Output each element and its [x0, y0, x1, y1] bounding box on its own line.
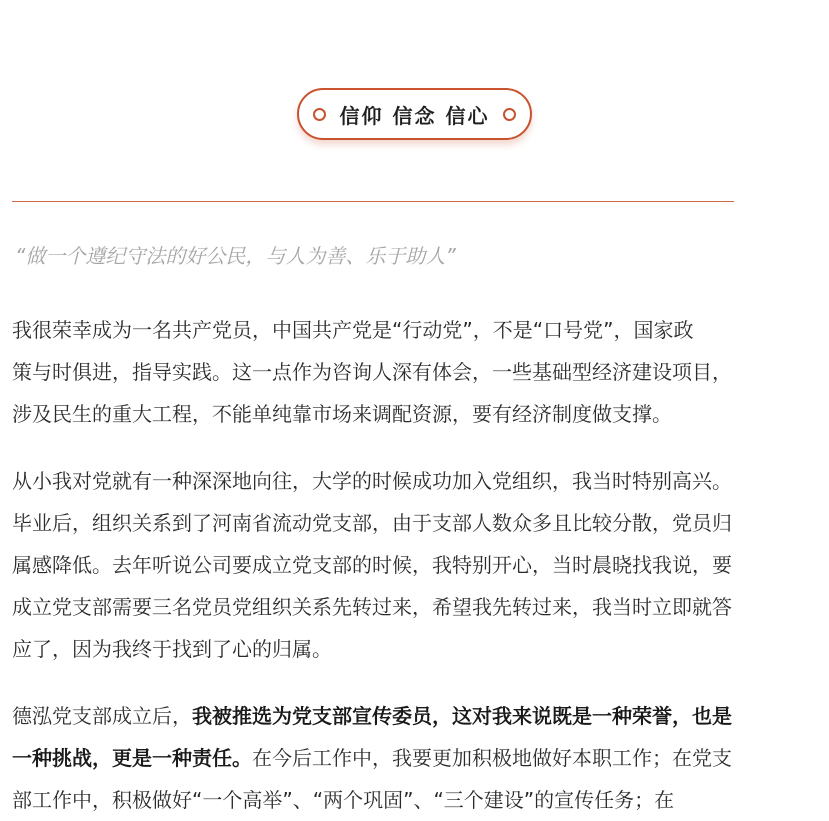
paragraph-3-line	[12, 737, 829, 779]
divider-line	[12, 201, 734, 202]
paragraph-1	[12, 309, 829, 435]
paragraph-3-plain-text: 在今后工作中，我要更加积极地做好本职工作；在党支	[252, 746, 732, 770]
paragraph-1-line: 我很荣幸成为一名共产党员，中国共产党是“行动党”，不是“口号党”，国家政	[12, 318, 694, 342]
paragraph-1-line: 涉及民生的重大工程，不能单纯靠市场来调配资源，要有经济制度做支撑。	[12, 402, 672, 426]
paragraph-3-line: 部工作中，积极做好“一个高举”、“两个巩固”、“三个建设”的宣传任务；在	[12, 788, 675, 812]
paragraph-2-line: 属感降低。去年听说公司要成立党支部的时候，我特别开心，当时晨晓找我说，要	[12, 553, 732, 577]
quote-text: “做一个遵纪守法的好公民，与人为善、乐于助人”	[15, 244, 456, 268]
paragraph-3-plain-text: 德泓党支部成立后，	[12, 704, 192, 728]
left-circle-icon	[313, 108, 326, 121]
right-circle-icon	[503, 108, 516, 121]
paragraph-2-line: 毕业后，组织关系到了河南省流动党支部，由于支部人数众多且比较分散，党员归	[12, 511, 732, 535]
header-badge-wrap	[0, 88, 829, 140]
paragraph-3-line	[12, 695, 829, 737]
paragraph-2-line: 应了，因为我终于找到了心的归属。	[12, 637, 332, 661]
header-badge-text: 信仰 信念 信心	[339, 103, 490, 128]
paragraph-3	[12, 695, 829, 821]
paragraph-2-line: 从小我对党就有一种深深地向往，大学的时候成功加入党组织，我当时特别高兴。	[12, 469, 732, 493]
paragraph-1-line: 策与时俱进，指导实践。这一点作为咨询人深有体会，一些基础型经济建设项目，	[12, 360, 732, 384]
header-badge	[297, 88, 533, 140]
paragraph-3-bold-text: 一种挑战，更是一种责任。	[12, 746, 252, 770]
paragraph-2-line: 成立党支部需要三名党员党组织关系先转过来，希望我先转过来，我当时立即就答	[12, 595, 732, 619]
paragraph-3-bold-text: 我被推选为党支部宣传委员，这对我来说既是一种荣誉，也是	[192, 704, 732, 728]
paragraph-2	[12, 460, 829, 670]
